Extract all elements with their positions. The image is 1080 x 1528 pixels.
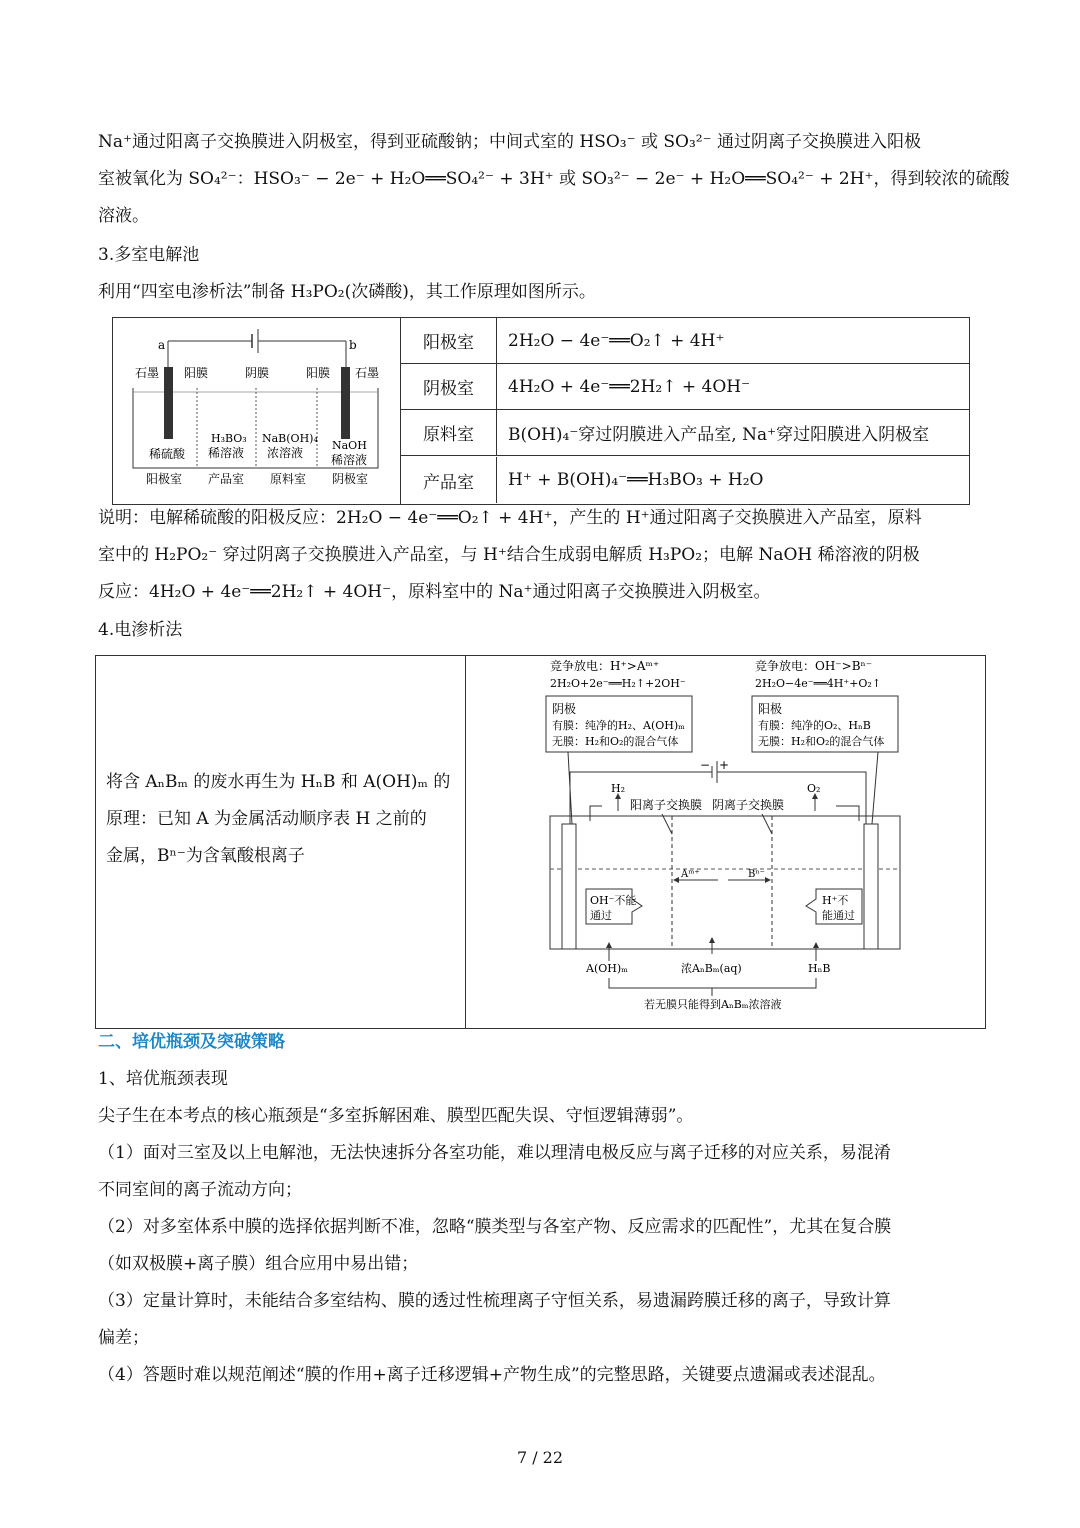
product-hb: HₙB bbox=[808, 962, 831, 975]
anode-box-title: 阳极 bbox=[758, 702, 783, 716]
room-reaction: 2H₂O − 4e⁻══O₂↑ + 4H⁺ bbox=[508, 330, 725, 351]
table-row bbox=[401, 364, 970, 410]
section-two-title: 二、培优瓶颈及突破策略 bbox=[98, 1032, 285, 1052]
bottleneck-item: （1）面对三室及以上电解池，无法快速拆分各室功能，难以理清电极反应与离子迁移的对应关系，易混淆 bbox=[98, 1143, 891, 1163]
explanation-line: 室中的 H₂PO₂⁻ 穿过阴离子交换膜进入产品室，与 H⁺结合生成弱电解质 H₃PO₂；电解 NaOH 稀溶液的阴极 bbox=[98, 545, 920, 565]
cathode-solution-1: NaOH bbox=[332, 439, 367, 452]
label-graphite-right: 石墨 bbox=[355, 366, 380, 380]
section4-heading-text: 4.电渗析法 bbox=[98, 620, 183, 640]
bottleneck-item: （如双极膜+离子膜）组合应用中易出错； bbox=[98, 1254, 419, 1274]
intro-paragraph bbox=[98, 124, 1010, 235]
anion-membrane-label: 阴离子交换膜 bbox=[712, 798, 785, 812]
right-header-2: 2H₂O−4e⁻══4H⁺+O₂↑ bbox=[755, 677, 882, 690]
section3-heading bbox=[98, 237, 988, 311]
bottleneck-item: 偏差； bbox=[98, 1328, 149, 1348]
chamber-product: 产品室 bbox=[208, 472, 245, 486]
cathode-electrode bbox=[341, 367, 350, 439]
callout-oh-line1: OH⁻不能 bbox=[590, 894, 637, 907]
section-two-subtitle: 1、培优瓶颈表现 bbox=[98, 1069, 228, 1089]
four-chamber-diagram bbox=[113, 318, 401, 504]
electrolysis-table bbox=[112, 317, 970, 505]
room-name: 原料室 bbox=[401, 410, 497, 455]
no-membrane-note: 若无膜只能得到AₙBₘ浓溶液 bbox=[644, 998, 782, 1011]
raw-solution-1: NaB(OH)₄ bbox=[262, 432, 318, 445]
cation-membrane-label: 阳离子交换膜 bbox=[630, 798, 703, 812]
four-chamber-svg bbox=[113, 318, 400, 504]
explanation-line: 反应：4H₂O + 4e⁻══2H₂↑ + 4OH⁻，原料室中的 Na⁺通过阳离子交换膜进入阴极室。 bbox=[98, 582, 771, 602]
label-anion-membrane: 阴膜 bbox=[245, 366, 270, 380]
chamber-anode: 阳极室 bbox=[146, 472, 183, 486]
section4-heading bbox=[98, 612, 988, 649]
electrodialysis-description bbox=[96, 656, 466, 1028]
electrode-b-label: b bbox=[349, 338, 357, 352]
feed-ab: 浓AₙBₘ(aq) bbox=[681, 962, 742, 975]
intro-line: Na⁺通过阳离子交换膜进入阴极室，得到亚硫酸钠；中间式室的 HSO₃⁻ 或 SO₃²⁻ 通过阴离子交换膜进入阳极 bbox=[98, 132, 921, 152]
callout-oh-line2: 通过 bbox=[590, 909, 612, 922]
product-solution-1: H₃BO₃ bbox=[211, 432, 247, 445]
explanation-line: 说明：电解稀硫酸的阳极反应：2H₂O − 4e⁻══O₂↑ + 4H⁺，产生的 H⁺通过阳离子交换膜进入产品室，原料 bbox=[98, 508, 922, 528]
room-name: 阴极室 bbox=[401, 364, 497, 409]
section3-intro: 利用“四室电渗析法”制备 H₃PO₂(次磷酸)，其工作原理如图所示。 bbox=[98, 282, 596, 302]
anode-solution: 稀硫酸 bbox=[149, 447, 186, 461]
callout-h-line2: 能通过 bbox=[822, 909, 855, 922]
gas-h2: H₂ bbox=[611, 782, 626, 795]
room-name: 阳极室 bbox=[401, 318, 497, 363]
cathode-box-title: 阴极 bbox=[552, 702, 577, 716]
electrodialysis-svg bbox=[466, 656, 985, 1028]
description-line: 金属，Bⁿ⁻为含氧酸根离子 bbox=[106, 846, 305, 866]
battery-minus: − bbox=[700, 758, 711, 772]
label-graphite-left: 石墨 bbox=[135, 366, 160, 380]
page-number: 7 / 22 bbox=[516, 1448, 564, 1467]
gas-o2: O₂ bbox=[807, 782, 821, 795]
bottleneck-item: （4）答题时难以规范阐述“膜的作用+离子迁移逻辑+产物生成”的完整思路，关键要点遗漏或表述混乱。 bbox=[98, 1365, 886, 1385]
section3-heading-text: 3.多室电解池 bbox=[98, 245, 200, 265]
product-solution-2: 稀溶液 bbox=[208, 446, 245, 460]
electrodialysis-diagram bbox=[466, 656, 985, 1028]
room-reaction: B(OH)₄⁻穿过阴膜进入产品室, Na⁺穿过阳膜进入阴极室 bbox=[508, 425, 930, 445]
room-reaction: 4H₂O + 4e⁻══2H₂↑ + 4OH⁻ bbox=[508, 376, 751, 397]
raw-solution-2: 浓溶液 bbox=[267, 446, 304, 460]
anode-electrode bbox=[164, 367, 173, 439]
room-name: 产品室 bbox=[401, 457, 497, 503]
electrodialysis-table bbox=[95, 655, 986, 1029]
table-row bbox=[401, 457, 970, 503]
cathode-box-line1: 有膜：纯净的H₂、A(OH)ₘ bbox=[552, 719, 685, 732]
product-aoh: A(OH)ₘ bbox=[586, 962, 628, 975]
battery-plus: + bbox=[719, 758, 730, 772]
bottleneck-item: （2）对多室体系中膜的选择依据判断不准，忽略“膜类型与各室产物、反应需求的匹配性”，尤其在复合膜 bbox=[98, 1217, 892, 1237]
section-two-lead: 尖子生在本考点的核心瓶颈是“多室拆解困难、膜型匹配失误、守恒逻辑薄弱”。 bbox=[98, 1106, 694, 1126]
callout-h-line1: H⁺不 bbox=[822, 894, 849, 907]
description-line: 原理：已知 A 为金属活动顺序表 H 之前的 bbox=[106, 809, 427, 829]
description-line: 将含 AₙBₘ 的废水再生为 HₙB 和 A(OH)ₘ 的 bbox=[106, 772, 451, 792]
anode-plate bbox=[864, 824, 878, 949]
anode-box-line2: 无膜：H₂和O₂的混合气体 bbox=[758, 735, 885, 748]
cathode-solution-2: 稀溶液 bbox=[331, 453, 368, 467]
intro-line: 溶液。 bbox=[98, 206, 149, 226]
electrolysis-tank bbox=[550, 816, 900, 949]
explanation-paragraph bbox=[98, 500, 988, 611]
chamber-cathode: 阴极室 bbox=[332, 472, 369, 486]
anode-box-line1: 有膜：纯净的O₂、HₙB bbox=[758, 719, 871, 732]
cathode-box-line2: 无膜：H₂和O₂的混合气体 bbox=[552, 735, 679, 748]
table-row bbox=[401, 410, 970, 456]
table-row bbox=[401, 318, 970, 364]
bottleneck-item: 不同室间的离子流动方向； bbox=[98, 1180, 302, 1200]
right-header-1: 竞争放电：OH⁻>Bⁿ⁻ bbox=[755, 659, 873, 673]
left-header-2: 2H₂O+2e⁻══H₂↑+2OH⁻ bbox=[550, 677, 686, 690]
bottleneck-item: （3）定量计算时，未能结合多室结构、膜的透过性梳理离子守恒关系，易遗漏跨膜迁移的离子，导致计算 bbox=[98, 1291, 891, 1311]
ion-cation: Aᵐ⁺ bbox=[681, 869, 700, 880]
room-reaction: H⁺ + B(OH)₄⁻══H₃BO₃ + H₂O bbox=[508, 470, 764, 490]
ion-anion: Bⁿ⁻ bbox=[748, 869, 765, 880]
intro-line: 室被氧化为 SO₄²⁻：HSO₃⁻ − 2e⁻ + H₂O══SO₄²⁻ + 3H⁺ 或 SO₃²⁻ − 2e⁻ + H₂O══SO₄²⁻ + 2H⁺，得到较浓的硫酸 bbox=[98, 169, 1010, 189]
chamber-raw: 原料室 bbox=[270, 472, 307, 486]
cathode-plate bbox=[562, 824, 576, 949]
electrode-a-label: a bbox=[158, 338, 166, 352]
label-cation-membrane-1: 阳膜 bbox=[184, 366, 209, 380]
section-two bbox=[98, 1024, 988, 1394]
label-cation-membrane-2: 阳膜 bbox=[306, 366, 331, 380]
left-header-1: 竞争放电：H⁺>Aᵐ⁺ bbox=[550, 659, 660, 673]
